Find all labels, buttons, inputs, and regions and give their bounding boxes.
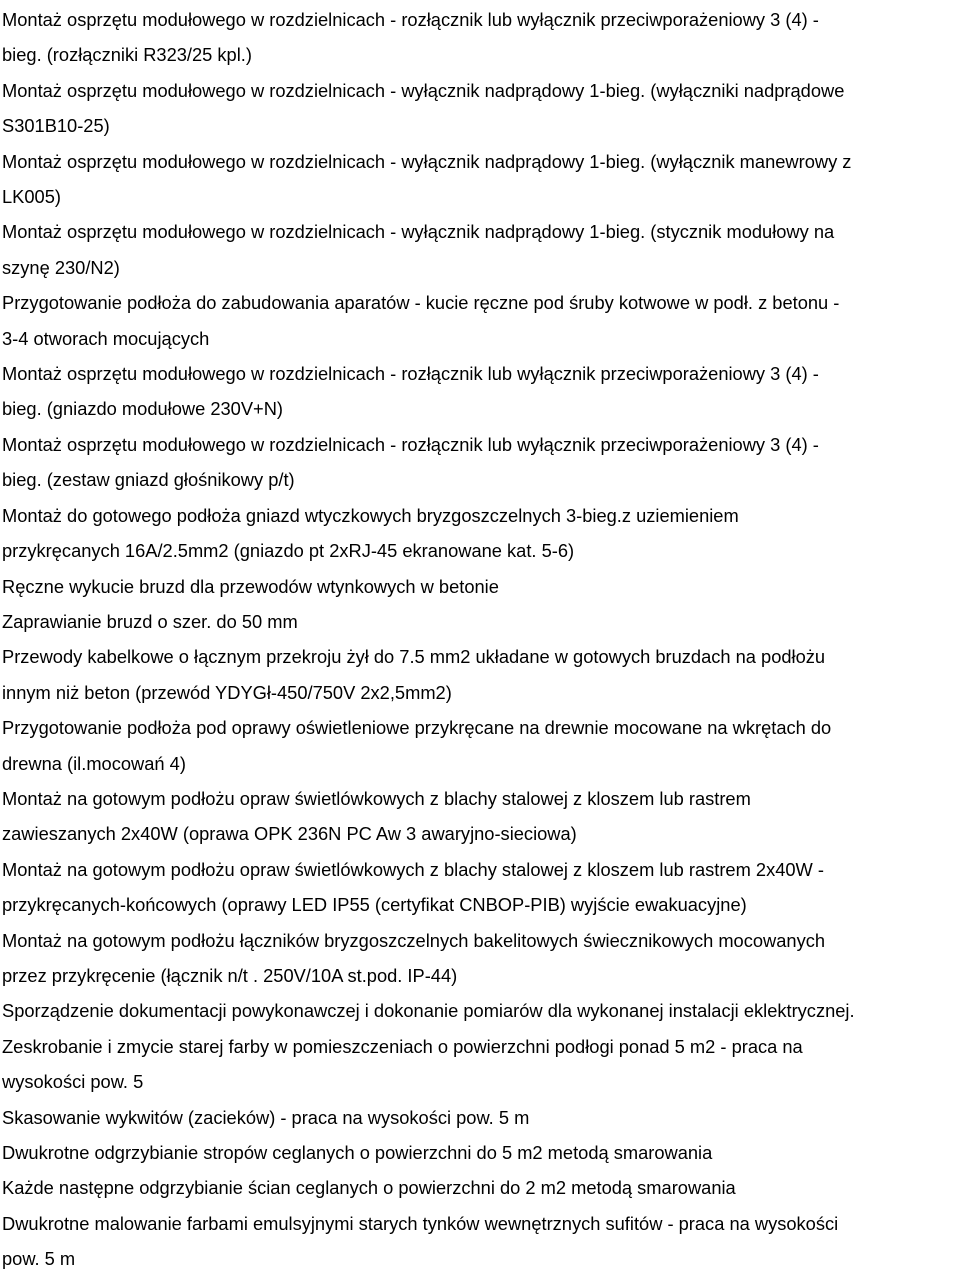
list-item — [2, 498, 958, 569]
list-item — [2, 1100, 958, 1135]
entry-line: Montaż osprzętu modułowego w rozdzielnicach - wyłącznik nadprądowy 1-bieg. (stycznik modułowy na — [2, 221, 835, 243]
entry-line: Sporządzenie dokumentacji powykonawczej i dokonanie pomiarów dla wykonanej instalacji eklektrycznej. — [2, 1000, 855, 1022]
entry-line: Montaż osprzętu modułowego w rozdzielnicach - wyłącznik nadprądowy 1-bieg. (wyłączniki nadprądowe — [2, 79, 845, 101]
entry-line: bieg. (rozłączniki R323/25 kpl.) — [2, 44, 252, 66]
list-item — [2, 1135, 958, 1170]
entry-line: bieg. (gniazdo modułowe 230V+N) — [2, 398, 283, 420]
entry-line: innym niż beton (przewód YDYGł-450/750V 2x2,5mm2) — [2, 681, 452, 703]
list-item — [2, 356, 958, 427]
list-item — [2, 285, 958, 356]
list-item — [2, 993, 958, 1028]
entry-line: Montaż na gotowym podłożu opraw świetlówkowych z blachy stalowej z kloszem lub rastrem — [2, 787, 751, 809]
entry-line: szynę 230/N2) — [2, 256, 120, 278]
entry-line: zawieszanych 2x40W (oprawa OPK 236N PC Aw 3 awaryjno-sieciowa) — [2, 823, 577, 845]
list-item — [2, 639, 958, 710]
list-item — [2, 781, 958, 852]
list-item — [2, 2, 958, 73]
entry-line: Montaż osprzętu modułowego w rozdzielnicach - rozłącznik lub wyłącznik przeciwporażeniowy 3 (4) - — [2, 9, 819, 30]
list-item — [2, 427, 958, 498]
list-item — [2, 852, 958, 923]
list-item — [2, 1206, 958, 1277]
entry-line: S301B10-25) — [2, 115, 110, 137]
entry-line: LK005) — [2, 186, 61, 208]
entry-line: wysokości pow. 5 — [2, 1071, 144, 1093]
entry-line: pow. 5 m — [2, 1248, 76, 1270]
entry-line: Ręczne wykucie bruzd dla przewodów wtynkowych w betonie — [2, 575, 499, 597]
list-item — [2, 214, 958, 285]
entry-line: Przewody kabelkowe o łącznym przekroju żył do 7.5 mm2 układane w gotowych bruzdach na podłożu — [2, 646, 826, 668]
entry-line: Przygotowanie podłoża pod oprawy oświetleniowe przykręcane na drewnie mocowane na wkrętach do — [2, 717, 832, 739]
list-item — [2, 569, 958, 604]
entry-line: przykręcanych 16A/2.5mm2 (gniazdo pt 2xRJ-45 ekranowane kat. 5-6) — [2, 540, 575, 562]
entry-line: Montaż osprzętu modułowego w rozdzielnicach - wyłącznik nadprądowy 1-bieg. (wyłącznik manewrowy z — [2, 150, 852, 172]
entry-line: Dwukrotne malowanie farbami emulsyjnymi starych tynków wewnętrznych sufitów - praca na wysokości — [2, 1212, 839, 1234]
list-item — [2, 144, 958, 215]
entry-line: Skasowanie wykwitów (zacieków) - praca na wysokości pow. 5 m — [2, 1106, 530, 1128]
entry-line: Montaż do gotowego podłoża gniazd wtyczkowych bryzgoszczelnych 3-bieg.z uziemieniem — [2, 504, 739, 526]
entry-line: Każde następne odgrzybianie ścian ceglanych o powierzchni do 2 m2 metodą smarowania — [2, 1177, 736, 1199]
entry-line: bieg. (zestaw gniazd głośnikowy p/t) — [2, 469, 295, 491]
list-item — [2, 710, 958, 781]
entry-line: Montaż na gotowym podłożu łączników bryzgoszczelnych bakelitowych świecznikowych mocowanych — [2, 929, 826, 951]
document-page — [2, 0, 958, 1277]
entry-line: przykręcanych-końcowych (oprawy LED IP55 (certyfikat CNBOP-PIB) wyjście ewakuacyjne) — [2, 894, 747, 916]
entry-line: Przygotowanie podłoża do zabudowania aparatów - kucie ręczne pod śruby kotwowe w podł. z betonu - — [2, 292, 840, 314]
list-item — [2, 604, 958, 639]
entry-line: Zeskrobanie i zmycie starej farby w pomieszczeniach o powierzchni podłogi ponad 5 m2 - praca na — [2, 1035, 803, 1057]
entry-line: Zaprawianie bruzd o szer. do 50 mm — [2, 610, 298, 632]
list-item — [2, 923, 958, 994]
list-item — [2, 1029, 958, 1100]
entry-line: przez przykręcenie (łącznik n/t . 250V/10A st.pod. IP-44) — [2, 964, 458, 986]
entry-line: Montaż na gotowym podłożu opraw świetlówkowych z blachy stalowej z kloszem lub rastrem 2x40W - — [2, 858, 824, 880]
entry-line: drewna (il.mocowań 4) — [2, 752, 186, 774]
list-item — [2, 1170, 958, 1205]
entry-line: Montaż osprzętu modułowego w rozdzielnicach - rozłącznik lub wyłącznik przeciwporażeniowy 3 (4) - — [2, 433, 819, 455]
list-item — [2, 73, 958, 144]
entry-line: 3-4 otworach mocujących — [2, 327, 210, 349]
entry-line: Dwukrotne odgrzybianie stropów ceglanych o powierzchni do 5 m2 metodą smarowania — [2, 1142, 713, 1163]
entry-line: Montaż osprzętu modułowego w rozdzielnicach - rozłącznik lub wyłącznik przeciwporażeniowy 3 (4) - — [2, 363, 819, 385]
